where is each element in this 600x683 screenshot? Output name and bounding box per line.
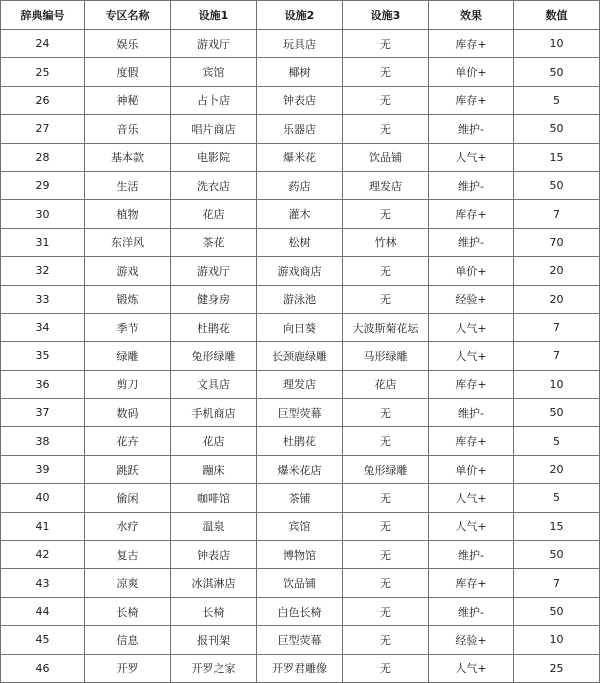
table-cell: 季节 (85, 313, 171, 341)
table-cell: 50 (514, 58, 600, 86)
table-cell: 爆米花 (257, 143, 343, 171)
table-cell: 松树 (257, 228, 343, 256)
table-cell: 钟表店 (257, 86, 343, 114)
table-cell: 开罗 (85, 654, 171, 682)
header-cell: 效果 (429, 1, 514, 30)
table-cell: 锻炼 (85, 285, 171, 313)
table-cell: 无 (343, 115, 429, 143)
header-cell: 专区名称 (85, 1, 171, 30)
table-cell: 数码 (85, 399, 171, 427)
table-cell: 灌木 (257, 200, 343, 228)
table-cell: 无 (343, 427, 429, 455)
table-cell: 茶花 (171, 228, 257, 256)
table-cell: 白色长椅 (257, 597, 343, 625)
table-cell: 开罗君雕像 (257, 654, 343, 682)
table-cell: 单价+ (429, 257, 514, 285)
table-cell: 31 (1, 228, 85, 256)
table-cell: 人气+ (429, 313, 514, 341)
table-row (1, 399, 600, 427)
table-cell: 长椅 (171, 597, 257, 625)
table-cell: 库存+ (429, 200, 514, 228)
table-cell: 维护- (429, 171, 514, 199)
table-cell: 45 (1, 626, 85, 654)
table-body (1, 30, 600, 683)
table-cell: 巨型荧幕 (257, 626, 343, 654)
table-cell: 7 (514, 200, 600, 228)
table-cell: 竹林 (343, 228, 429, 256)
table-cell: 茶铺 (257, 484, 343, 512)
table-cell: 东洋风 (85, 228, 171, 256)
table-row (1, 257, 600, 285)
table-cell: 手机商店 (171, 399, 257, 427)
table-cell: 38 (1, 427, 85, 455)
header-cell: 数值 (514, 1, 600, 30)
table-cell: 库存+ (429, 427, 514, 455)
table-row (1, 654, 600, 682)
table-row (1, 143, 600, 171)
table-row (1, 427, 600, 455)
table-cell: 维护- (429, 115, 514, 143)
table-cell: 健身房 (171, 285, 257, 313)
table-cell: 植物 (85, 200, 171, 228)
table-cell: 游戏 (85, 257, 171, 285)
table-row (1, 30, 600, 58)
table-cell: 兔形绿雕 (343, 455, 429, 483)
table-cell: 占卜店 (171, 86, 257, 114)
table-cell: 维护- (429, 228, 514, 256)
table-cell: 音乐 (85, 115, 171, 143)
table-cell: 乐器店 (257, 115, 343, 143)
table-cell: 44 (1, 597, 85, 625)
table-cell: 30 (1, 200, 85, 228)
table-cell: 无 (343, 30, 429, 58)
table-cell: 饮品铺 (343, 143, 429, 171)
table-cell: 20 (514, 257, 600, 285)
table-cell: 无 (343, 597, 429, 625)
table-cell: 25 (1, 58, 85, 86)
table-cell: 10 (514, 626, 600, 654)
table-cell: 库存+ (429, 30, 514, 58)
table-cell: 无 (343, 86, 429, 114)
table-cell: 维护- (429, 597, 514, 625)
table-cell: 爆米花店 (257, 455, 343, 483)
table-cell: 无 (343, 512, 429, 540)
table-cell: 椰树 (257, 58, 343, 86)
table-cell: 游戏厅 (171, 30, 257, 58)
table-cell: 15 (514, 512, 600, 540)
table-cell: 花店 (343, 370, 429, 398)
table-cell: 游戏商店 (257, 257, 343, 285)
table-cell: 5 (514, 427, 600, 455)
table-cell: 无 (343, 399, 429, 427)
table-row (1, 86, 600, 114)
table-cell: 花卉 (85, 427, 171, 455)
table-cell: 50 (514, 399, 600, 427)
header-row (1, 1, 600, 30)
table-cell: 50 (514, 115, 600, 143)
table-cell: 10 (514, 30, 600, 58)
table-cell: 库存+ (429, 569, 514, 597)
table-cell: 人气+ (429, 512, 514, 540)
table-cell: 花店 (171, 200, 257, 228)
table-cell: 5 (514, 484, 600, 512)
table-cell: 维护- (429, 399, 514, 427)
table-cell: 凉爽 (85, 569, 171, 597)
table-cell: 经验+ (429, 626, 514, 654)
table-cell: 蹦床 (171, 455, 257, 483)
table-row (1, 626, 600, 654)
table-cell: 无 (343, 285, 429, 313)
table-cell: 5 (514, 86, 600, 114)
table-cell: 无 (343, 626, 429, 654)
table-cell: 36 (1, 370, 85, 398)
table-row (1, 597, 600, 625)
table-cell: 35 (1, 342, 85, 370)
table-row (1, 200, 600, 228)
table-cell: 24 (1, 30, 85, 58)
table-cell: 唱片商店 (171, 115, 257, 143)
table-cell: 基本款 (85, 143, 171, 171)
table-cell: 花店 (171, 427, 257, 455)
table-cell: 7 (514, 313, 600, 341)
table-row (1, 58, 600, 86)
table-cell: 维护- (429, 541, 514, 569)
header-cell: 辞典编号 (1, 1, 85, 30)
table-cell: 单价+ (429, 58, 514, 86)
table-cell: 药店 (257, 171, 343, 199)
table-cell: 37 (1, 399, 85, 427)
table-cell: 理发店 (257, 370, 343, 398)
table-cell: 无 (343, 58, 429, 86)
table-cell: 兔形绿雕 (171, 342, 257, 370)
table-cell: 理发店 (343, 171, 429, 199)
table-cell: 无 (343, 257, 429, 285)
table-cell: 偷闲 (85, 484, 171, 512)
table-cell: 32 (1, 257, 85, 285)
table-row (1, 228, 600, 256)
table-cell: 宾馆 (257, 512, 343, 540)
table-cell: 大波斯菊花坛 (343, 313, 429, 341)
table-cell: 宾馆 (171, 58, 257, 86)
table-cell: 50 (514, 541, 600, 569)
header-cell: 设施1 (171, 1, 257, 30)
table-cell: 度假 (85, 58, 171, 86)
table-cell: 信息 (85, 626, 171, 654)
table-cell: 咖啡馆 (171, 484, 257, 512)
table-cell: 博物馆 (257, 541, 343, 569)
table-row (1, 285, 600, 313)
table-cell: 绿雕 (85, 342, 171, 370)
table-cell: 34 (1, 313, 85, 341)
table-cell: 水疗 (85, 512, 171, 540)
table-cell: 41 (1, 512, 85, 540)
table-row (1, 370, 600, 398)
table-cell: 饮品铺 (257, 569, 343, 597)
table-cell: 无 (343, 541, 429, 569)
table-cell: 50 (514, 171, 600, 199)
table-cell: 库存+ (429, 86, 514, 114)
table-cell: 跳跃 (85, 455, 171, 483)
table-cell: 28 (1, 143, 85, 171)
table-row (1, 484, 600, 512)
table-row (1, 512, 600, 540)
table-cell: 开罗之家 (171, 654, 257, 682)
table-cell: 无 (343, 654, 429, 682)
table-cell: 复古 (85, 541, 171, 569)
table-cell: 洗衣店 (171, 171, 257, 199)
table-cell: 长颈鹿绿雕 (257, 342, 343, 370)
table-cell: 20 (514, 455, 600, 483)
table-cell: 库存+ (429, 370, 514, 398)
header-cell: 设施3 (343, 1, 429, 30)
table-cell: 人气+ (429, 143, 514, 171)
header-cell: 设施2 (257, 1, 343, 30)
table-row (1, 171, 600, 199)
table-cell: 46 (1, 654, 85, 682)
table-cell: 无 (343, 200, 429, 228)
table-cell: 神秘 (85, 86, 171, 114)
table-cell: 剪刀 (85, 370, 171, 398)
table-cell: 杜鹃花 (171, 313, 257, 341)
table-row (1, 313, 600, 341)
table-cell: 经验+ (429, 285, 514, 313)
table-cell: 巨型荧幕 (257, 399, 343, 427)
table-cell: 15 (514, 143, 600, 171)
table-row (1, 541, 600, 569)
table-row (1, 342, 600, 370)
table-cell: 40 (1, 484, 85, 512)
table-cell: 10 (514, 370, 600, 398)
table-cell: 33 (1, 285, 85, 313)
table-cell: 马形绿雕 (343, 342, 429, 370)
table-cell: 7 (514, 569, 600, 597)
table-cell: 温泉 (171, 512, 257, 540)
table-cell: 27 (1, 115, 85, 143)
table-cell: 钟表店 (171, 541, 257, 569)
table-cell: 26 (1, 86, 85, 114)
table-cell: 玩具店 (257, 30, 343, 58)
table-cell: 文具店 (171, 370, 257, 398)
table-cell: 50 (514, 597, 600, 625)
table-cell: 20 (514, 285, 600, 313)
table-cell: 游戏厅 (171, 257, 257, 285)
table-cell: 29 (1, 171, 85, 199)
table-cell: 人气+ (429, 654, 514, 682)
table-cell: 7 (514, 342, 600, 370)
table-cell: 42 (1, 541, 85, 569)
table-cell: 无 (343, 569, 429, 597)
table-cell: 无 (343, 484, 429, 512)
table-cell: 单价+ (429, 455, 514, 483)
table-cell: 39 (1, 455, 85, 483)
table-cell: 向日葵 (257, 313, 343, 341)
table-cell: 43 (1, 569, 85, 597)
table-cell: 人气+ (429, 342, 514, 370)
table-cell: 长椅 (85, 597, 171, 625)
table-cell: 娱乐 (85, 30, 171, 58)
table-cell: 游泳池 (257, 285, 343, 313)
table-row (1, 115, 600, 143)
table-cell: 人气+ (429, 484, 514, 512)
table-cell: 25 (514, 654, 600, 682)
table-cell: 70 (514, 228, 600, 256)
table-cell: 报刊架 (171, 626, 257, 654)
table-cell: 生活 (85, 171, 171, 199)
table-row (1, 455, 600, 483)
table-row (1, 569, 600, 597)
table-cell: 电影院 (171, 143, 257, 171)
table-cell: 冰淇淋店 (171, 569, 257, 597)
table-cell: 杜鹃花 (257, 427, 343, 455)
